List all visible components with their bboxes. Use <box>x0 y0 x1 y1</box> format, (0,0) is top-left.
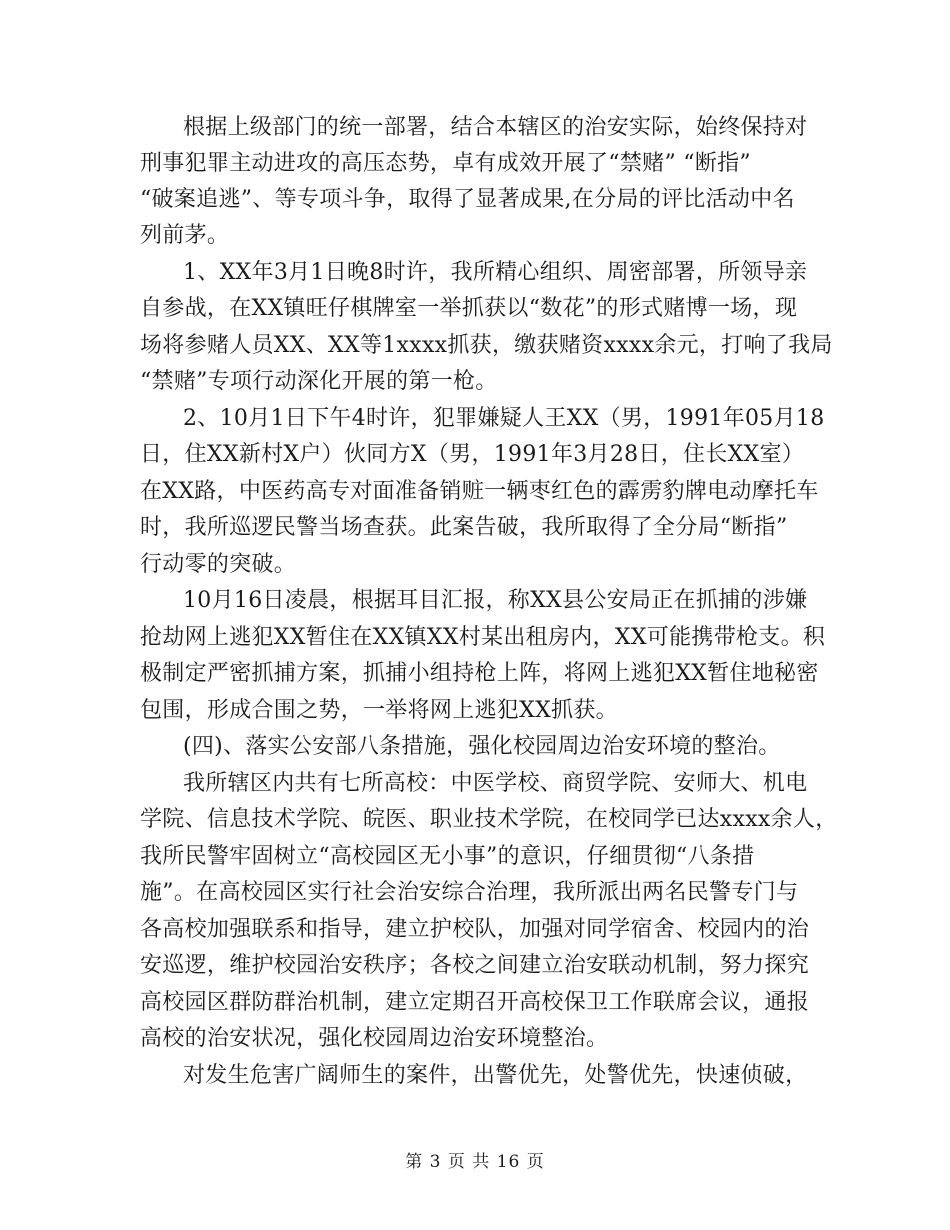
text-line: 时，我所巡逻民警当场查获。此案告破，我所取得了全分局“断指” <box>140 515 788 540</box>
text-line: 高校园区群防群治机制，建立定期召开高校保卫工作联席会议，通报 <box>140 990 810 1015</box>
text-line: “禁赌”专项行动深化开展的第一枪。 <box>140 369 498 394</box>
text-line: 自参战，在XX镇旺仔棋牌室一举抓获以“数花”的形式赌博一场，现 <box>140 296 798 321</box>
page-footer: 第 3 页 共 16 页 <box>405 1152 545 1172</box>
text-line: 各高校加强联系和指导，建立护校队，加强对同学宿舍、校园内的治 <box>140 917 810 942</box>
text-line: 我所民警牢固树立“高校园区无小事”的意识，仔细贯彻“八条措 <box>140 844 755 869</box>
text-line: 学院、信息技术学院、皖医、职业技术学院，在校同学已达xxxx余人， <box>140 807 838 832</box>
text-line: 抢劫网上逃犯XX暂住在XX镇XX村某出租房内，XX可能携带枪支。积 <box>140 625 826 650</box>
text-line: 安巡逻，维护校园治安秩序；各校之间建立治安联动机制，努力探究 <box>140 953 810 978</box>
text-line: 高校的治安状况，强化校园周边治安环境整治。 <box>140 1026 609 1051</box>
text-line: 我所辖区内共有七所高校：中医学校、商贸学院、安师大、机电 <box>183 771 808 796</box>
text-line: 根据上级部门的统一部署，结合本辖区的治安实际，始终保持对 <box>183 115 808 140</box>
text-line: 1、XX年3月1日晚8时许，我所精心组织、周密部署，所领导亲 <box>183 260 808 285</box>
text-line: 10月16日凌晨，根据耳目汇报，称XX县公安局正在抓捕的涉嫌 <box>183 588 808 613</box>
text-line: 极制定严密抓捕方案，抓捕小组持枪上阵，将网上逃犯XX暂住地秘密 <box>140 661 819 686</box>
text-line: 场将参赌人员XX、XX等1xxxx抓获，缴获赌资xxxx余元，打响了我局 <box>140 333 833 358</box>
text-line: 对发生危害广阔师生的案件，出警优先，处警优先，快速侦破， <box>183 1063 808 1088</box>
text-line: 包围，形成合围之势，一举将网上逃犯XX抓获。 <box>140 698 618 723</box>
section-heading: (四)、落实公安部八条措施，强化校园周边治安环境的整治。 <box>183 734 781 759</box>
text-line: 在XX路，中医药高专对面准备销赃一辆枣红色的霹雳豹牌电动摩托车 <box>140 479 819 504</box>
text-line: 行动零的突破。 <box>140 552 297 577</box>
text-line: 日，住XX新村X户）伙同方X（男，1991年3月28日，住长XX室） <box>140 442 805 467</box>
text-line: 刑事犯罪主动进攻的高压态势，卓有成效开展了“禁赌” “断指” <box>140 151 751 176</box>
text-line: 2、10月1日下午4时许，犯罪嫌疑人王XX（男，1991年05月18 <box>183 406 825 431</box>
text-line: 列前茅。 <box>140 223 230 248</box>
text-line: 施”。在高校园区实行社会治安综合治理，我所派出两名民警专门与 <box>140 880 799 905</box>
text-line: “破案追逃”、等专项斗争，取得了显著成果,在分局的评比活动中名 <box>140 187 795 212</box>
